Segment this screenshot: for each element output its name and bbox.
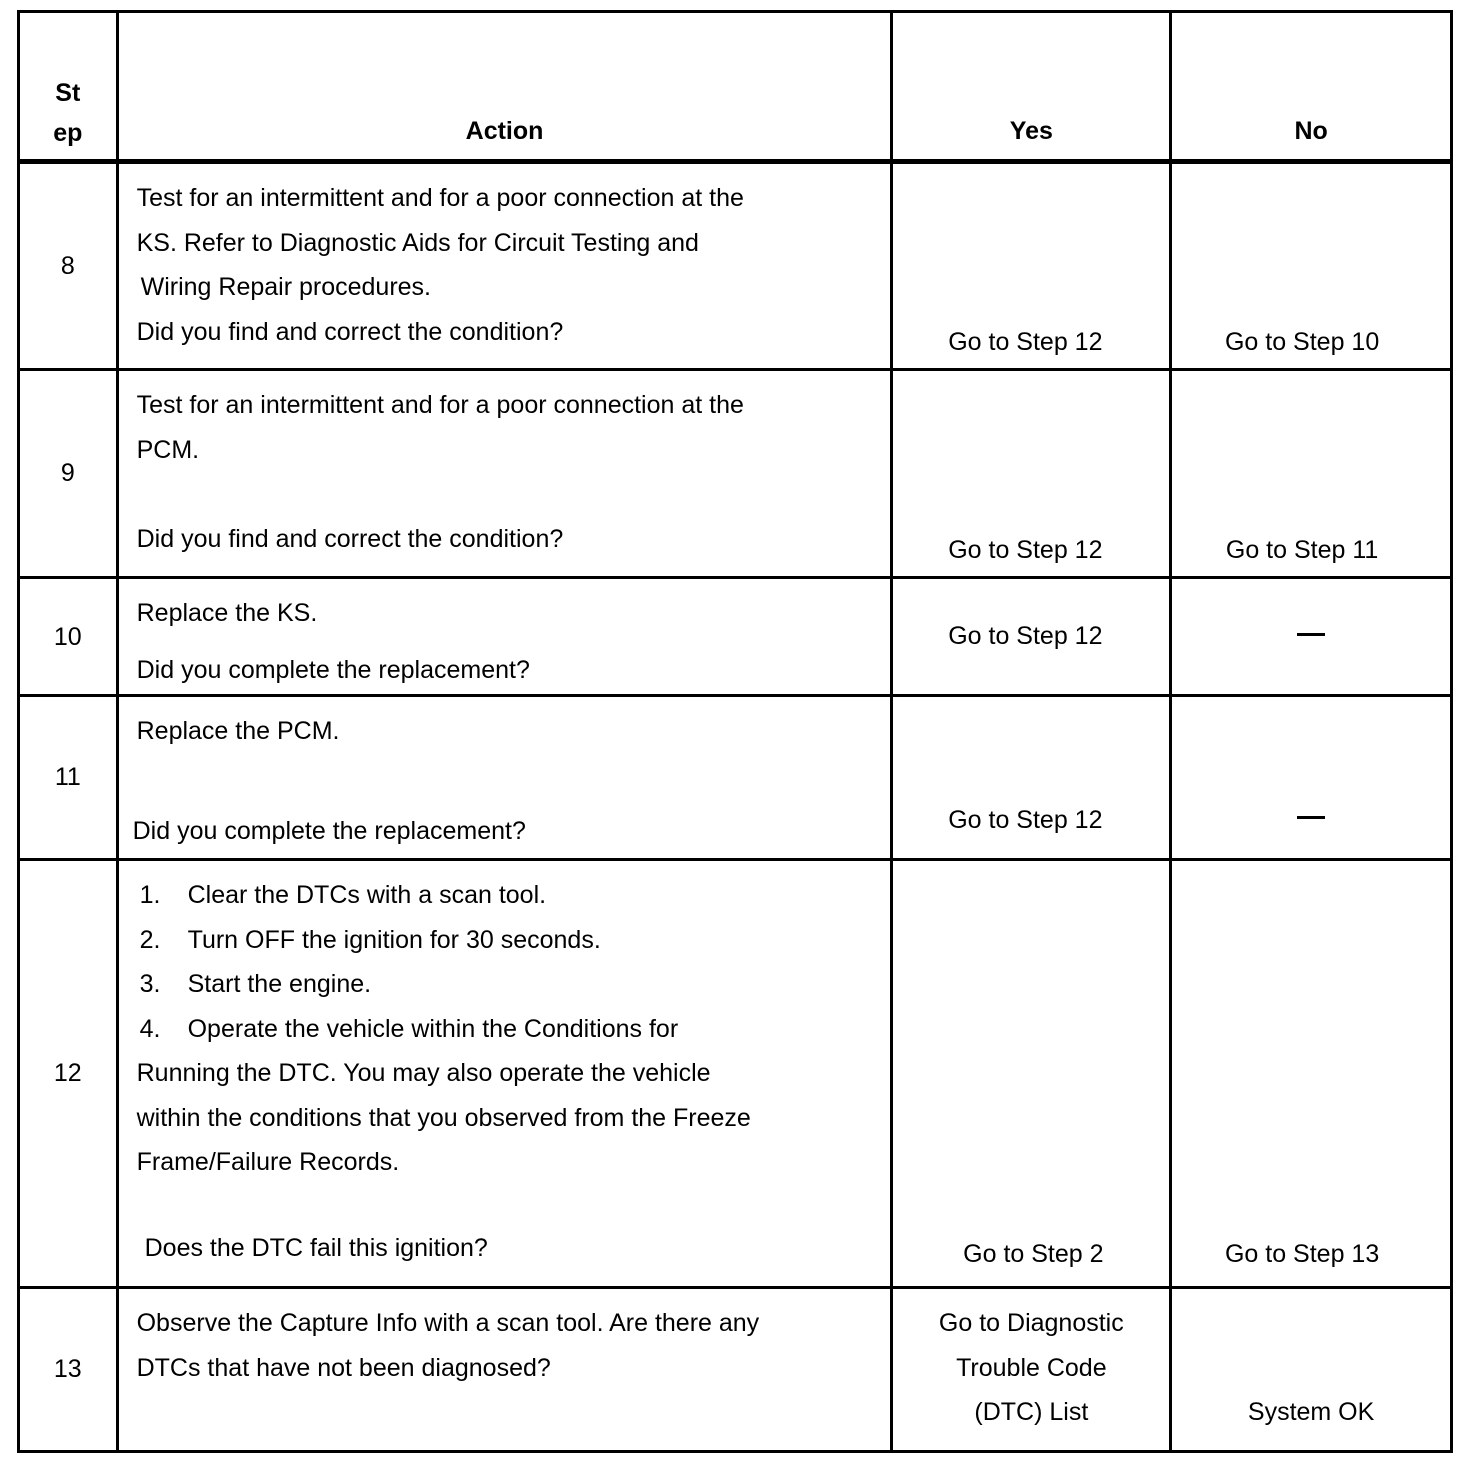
action-cell — [117, 162, 892, 370]
column-header-step — [19, 12, 118, 162]
not-applicable-dash — [1297, 816, 1325, 819]
table-row-step-13 — [19, 1288, 1452, 1452]
no-cell: Go to Step 13 — [1171, 860, 1452, 1288]
list-item — [137, 1007, 891, 1052]
table-row-step-10 — [19, 578, 1452, 696]
yes-cell: Go to Step 12 — [892, 578, 1171, 696]
list-item-number: 1. — [139, 881, 161, 909]
step-number: 9 — [19, 370, 118, 578]
yes-cell: Go to Step 12 — [892, 696, 1171, 860]
action-text: Wiring Repair procedures. — [140, 273, 432, 301]
list-item-text: Turn OFF the ignition for 30 seconds. — [187, 925, 601, 954]
action-cell — [117, 696, 892, 860]
action-cell — [117, 860, 892, 1288]
spacer — [137, 1185, 891, 1226]
no-cell: Go to Step 10 — [1171, 162, 1452, 370]
action-text: PCM. — [136, 435, 200, 464]
diagnostic-steps-table — [17, 10, 1453, 1453]
yes-cell: Go to Step 12 — [892, 370, 1171, 578]
step-header-line-2: ep — [53, 119, 83, 147]
yes-line: Go to Diagnostic — [938, 1309, 1124, 1337]
list-item-text: Operate the vehicle within the Conditions for — [187, 1014, 679, 1043]
table-row-step-12 — [19, 860, 1452, 1288]
yes-cell — [892, 1288, 1171, 1452]
action-text: KS. Refer to Diagnostic Aids for Circuit Testing and — [136, 228, 699, 257]
list-item — [137, 873, 891, 918]
action-text: Running the DTC. You may also operate the vehicle — [136, 1059, 711, 1087]
action-text: Frame/Failure Records. — [136, 1148, 400, 1176]
list-item-number: 2. — [139, 925, 161, 954]
action-question: Did you complete the replacement? — [132, 816, 526, 845]
column-header-yes: Yes — [892, 12, 1171, 162]
action-question: Does the DTC fail this ignition? — [144, 1233, 488, 1262]
step-header-line-1: St — [55, 79, 81, 107]
action-question: Did you find and correct the condition? — [136, 524, 564, 553]
action-text: Test for an intermittent and for a poor connection at the — [136, 184, 744, 212]
action-text: Replace the PCM. — [136, 717, 340, 745]
table-row-step-8 — [19, 162, 1452, 370]
action-text: Observe the Capture Info with a scan tool. Are there any — [136, 1309, 760, 1337]
spacer — [137, 754, 891, 809]
table-header-row — [19, 12, 1452, 162]
yes-cell: Go to Step 2 — [892, 860, 1171, 1288]
action-question: DTCs that have not been diagnosed? — [136, 1353, 551, 1382]
step-number: 12 — [19, 860, 118, 1288]
diagnostic-table-page — [17, 10, 1453, 1453]
step-number: 10 — [19, 578, 118, 696]
action-text: Test for an intermittent and for a poor connection at the — [136, 391, 744, 419]
step-number: 11 — [19, 696, 118, 860]
action-question: Did you complete the replacement? — [136, 655, 530, 684]
action-text: within the conditions that you observed from the Freeze — [136, 1103, 751, 1132]
action-cell — [117, 578, 892, 696]
yes-cell: Go to Step 12 — [892, 162, 1171, 370]
action-question: Did you find and correct the condition? — [136, 317, 564, 346]
column-header-no: No — [1171, 12, 1452, 162]
action-cell — [117, 1288, 892, 1452]
action-cell — [117, 370, 892, 578]
list-item-number: 4. — [139, 1014, 161, 1043]
list-item-text: Start the engine. — [187, 970, 372, 998]
table-row-step-9 — [19, 370, 1452, 578]
step-number: 13 — [19, 1288, 118, 1452]
yes-line: Trouble Code — [956, 1353, 1107, 1382]
list-item — [137, 918, 891, 963]
yes-line: (DTC) List — [974, 1398, 1089, 1426]
table-row-step-11 — [19, 696, 1452, 860]
step-number: 8 — [19, 162, 118, 370]
list-item-text: Clear the DTCs with a scan tool. — [187, 881, 547, 909]
no-cell: Go to Step 11 — [1171, 370, 1452, 578]
column-header-action: Action — [117, 12, 892, 162]
action-text: Replace the KS. — [136, 599, 318, 627]
no-cell — [1171, 578, 1452, 696]
no-cell — [1171, 696, 1452, 860]
list-item — [137, 962, 891, 1007]
no-cell: System OK — [1171, 1288, 1452, 1452]
not-applicable-dash — [1297, 633, 1325, 636]
spacer — [137, 472, 891, 517]
list-item-number: 3. — [139, 970, 161, 998]
